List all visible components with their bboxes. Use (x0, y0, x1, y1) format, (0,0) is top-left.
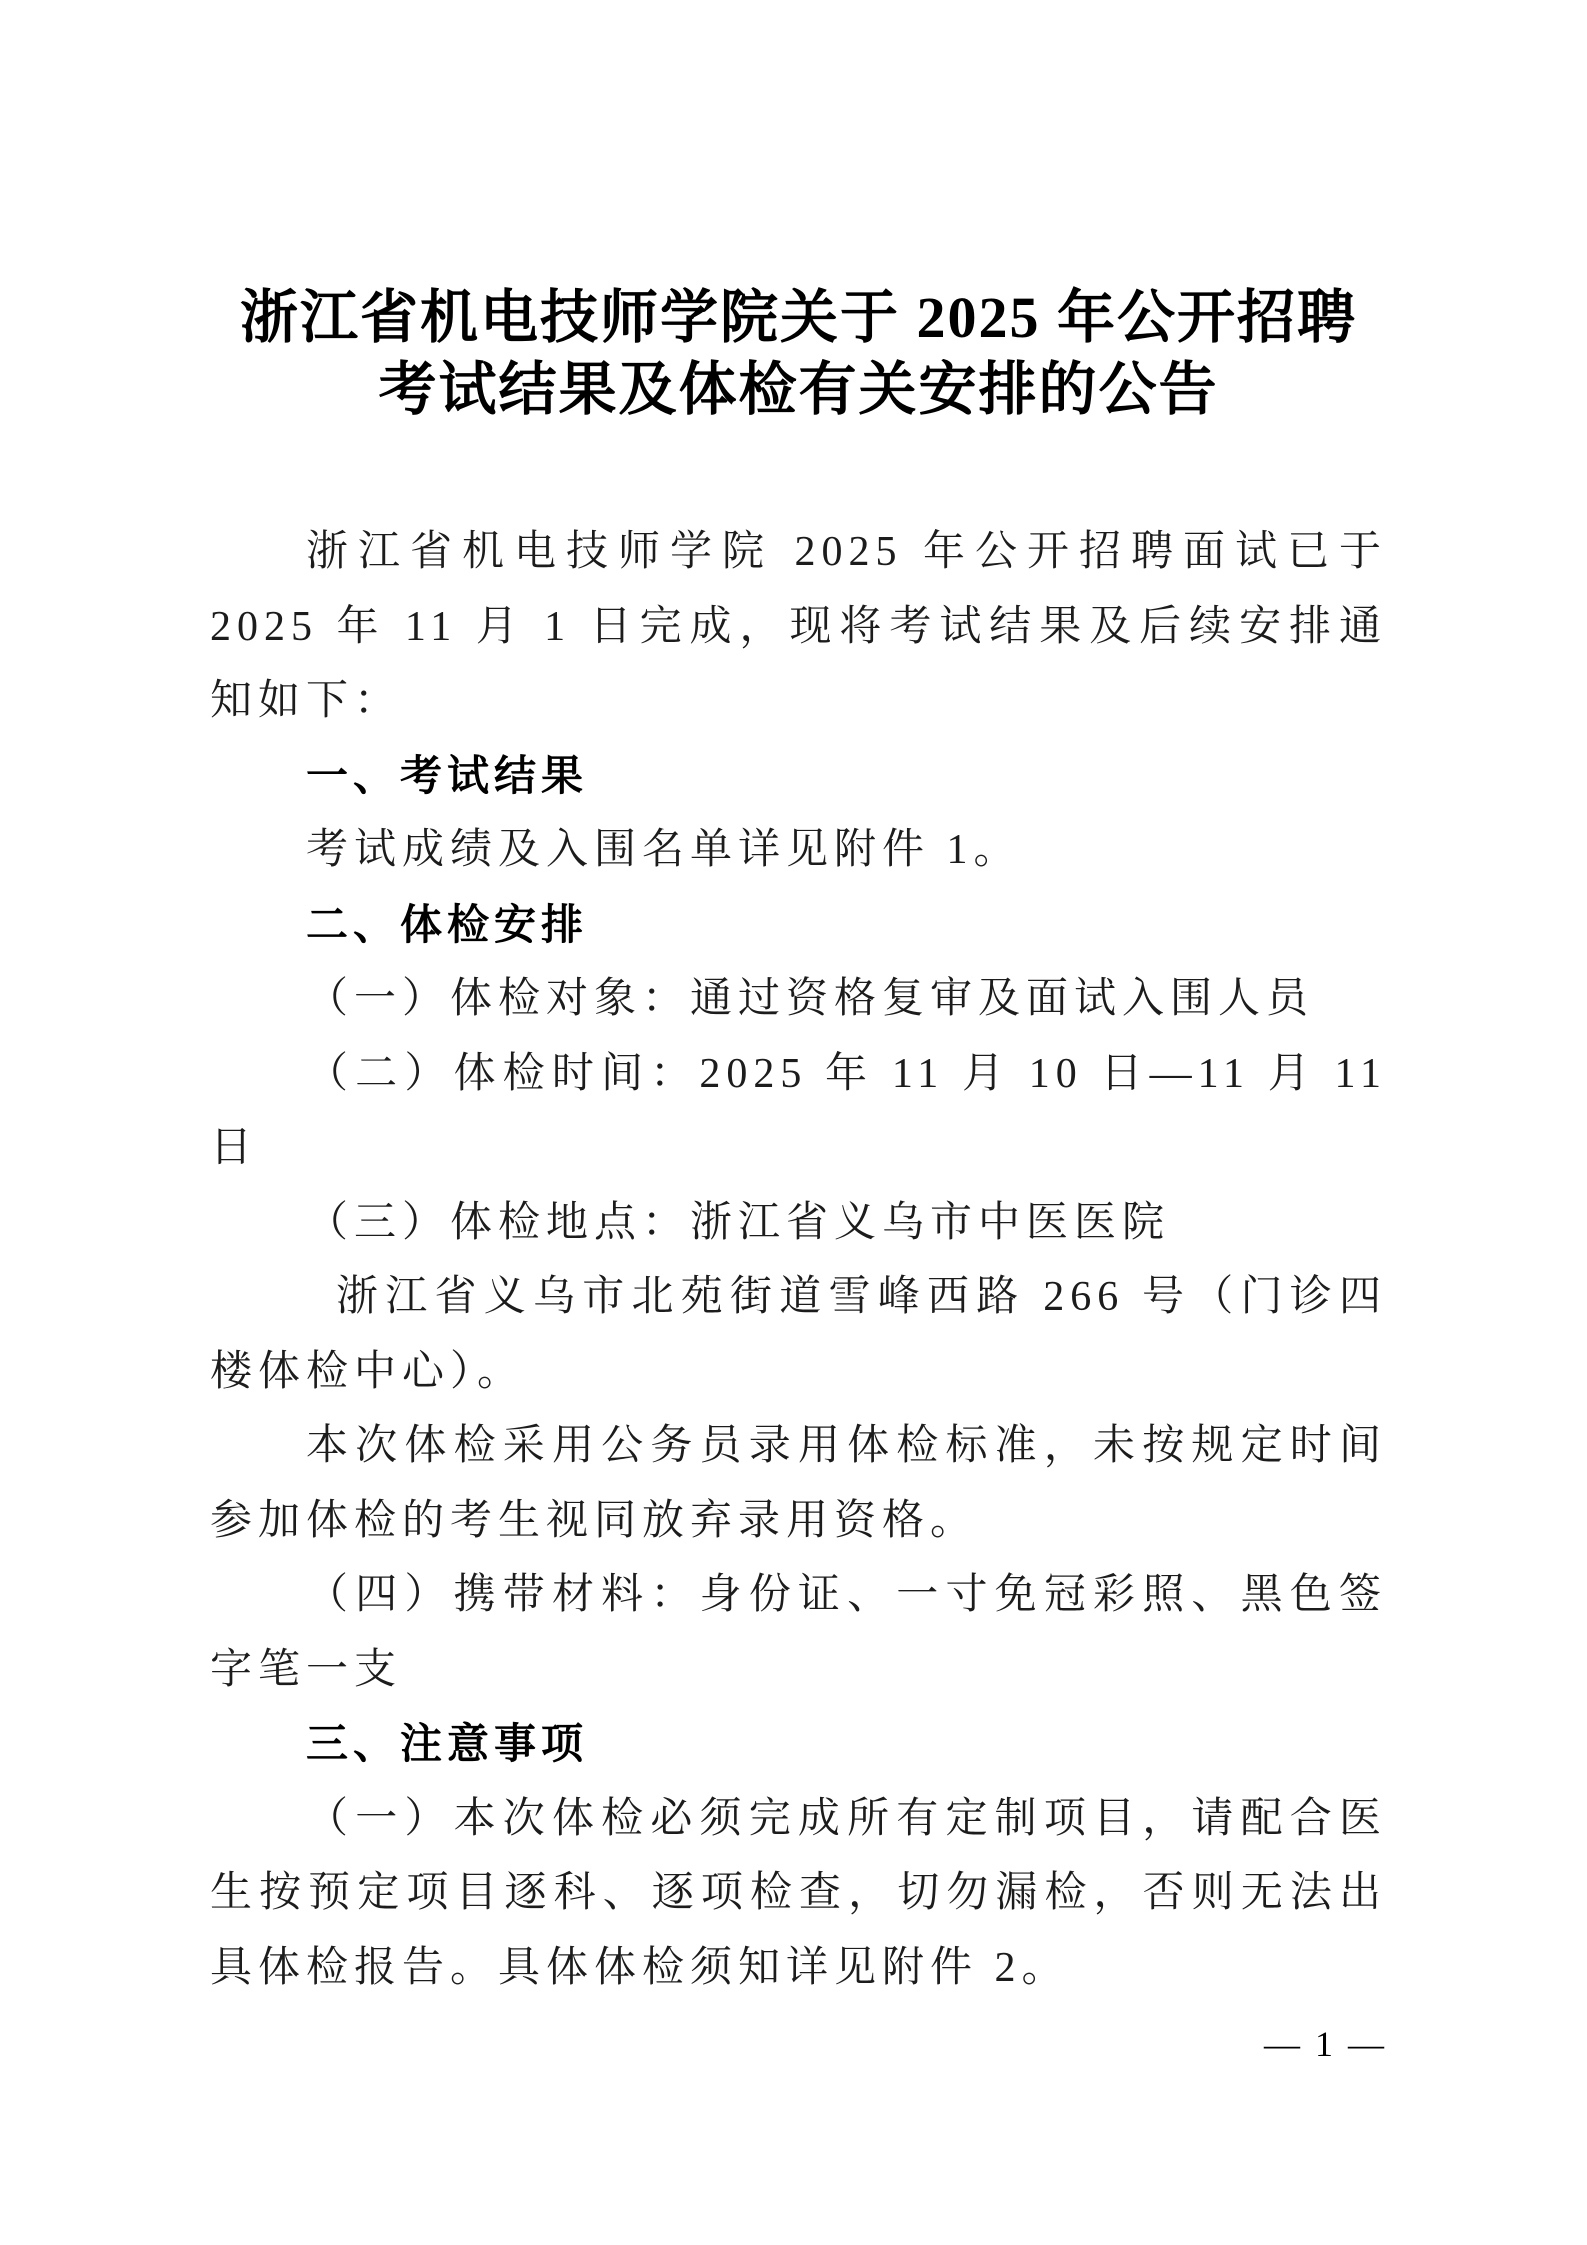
intro-paragraph: 浙江省机电技师学院 2025 年公开招聘面试已于 2025 年 11 月 1 日完成，现将考试结果及后续安排通知如下： (210, 529, 1387, 724)
section-heading-notes: 三、注意事项 (306, 1720, 589, 1767)
document-title-line2: 考试结果及体检有关安排的公告 (378, 357, 1219, 422)
page-number: — 1 — (1264, 2024, 1387, 2064)
body-paragraph-exam-standard: 本次体检采用公务员录用体检标准，未按规定时间参加体检的考生视同放弃录用资格。 (210, 1423, 1387, 1544)
body-paragraph-exam-location: （三）体检地点：浙江省义乌市中医医院 (306, 1199, 1171, 1246)
body-paragraph-exam-target: （一）体检对象：通过资格复审及面试入围人员 (306, 976, 1315, 1022)
document-title-line1: 浙江省机电技师学院关于 2025 年公开招聘 (239, 285, 1357, 350)
section-heading-exam-results: 一、考试结果 (306, 751, 589, 799)
document-body (210, 515, 1387, 2005)
body-paragraph-hospital-address: 浙江省义乌市北苑街道雪峰西路 266 号（门诊四楼体检中心）。 (210, 1274, 1387, 1395)
body-paragraph-notes: （一）本次体检必须完成所有定制项目，请配合医生按预定项目逐科、逐项检查，切勿漏检，否则无法出具体检报告。具体体检须知详见附件 2。 (210, 1795, 1387, 1991)
section-heading-physical-exam: 二、体检安排 (306, 900, 589, 948)
body-paragraph-exam-results: 考试成绩及入围名单详见附件 1。 (306, 827, 1022, 873)
body-paragraph-exam-time: （二）体检时间：2025 年 11 月 10 日—11 月 11 日 (210, 1050, 1387, 1171)
body-paragraph-materials: （四）携带材料：身份证、一寸免冠彩照、黑色签字笔一支 (210, 1572, 1387, 1693)
page-footer (1264, 2024, 1387, 2064)
document-title (210, 0, 1387, 426)
